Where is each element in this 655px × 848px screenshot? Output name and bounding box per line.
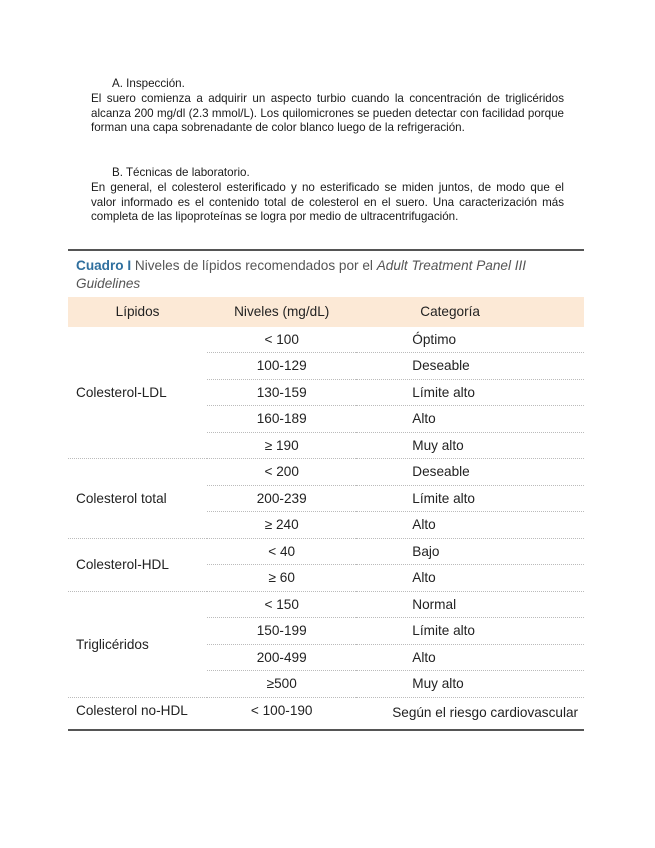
table-caption: [68, 251, 584, 293]
lipid-name-cell: Colesterol total: [68, 459, 207, 539]
category-cell: Normal: [356, 591, 584, 618]
level-cell: 200-499: [207, 644, 356, 671]
lipid-levels-table: [68, 249, 584, 731]
section-a-paragraph: El suero comienza a adquirir un aspecto turbio cuando la concentración de triglicéridos alcanza 200 mg/dl (2.3 mmol/L). Los quilomicrones se pueden detectar con facilidad porque forman una capa sobrenadante de color blanco luego de la refrigeración.: [91, 92, 564, 135]
header-niveles: Niveles (mg/dL): [207, 297, 356, 327]
table-row: [68, 327, 584, 353]
category-cell: Alto: [356, 512, 584, 539]
level-cell: 100-129: [207, 353, 356, 380]
category-cell: Óptimo: [412, 331, 457, 347]
header-categoria: Categoría: [356, 297, 584, 327]
category-cell: Según el riesgo cardiovascular: [356, 697, 584, 729]
level-cell: ≥ 60: [207, 565, 356, 592]
caption-italic: Adult Treatment Panel III Guidelines: [76, 257, 527, 291]
table-row: [68, 697, 584, 729]
table-row: [68, 591, 584, 618]
lipid-name-cell: Colesterol-LDL: [76, 384, 167, 400]
lipid-name-cell: Colesterol-HDL: [68, 538, 207, 591]
category-cell: Muy alto: [356, 671, 584, 698]
caption-label: Cuadro I: [76, 257, 132, 273]
section-b-paragraph: En general, el colesterol esterificado y no esterificado se miden juntos, de modo que el valor informado es el contenido total de colesterol en el suero. Una caracterización más completa de las lipoproteínas se logra por medio de ultracentrifugación.: [91, 181, 564, 224]
level-cell: < 40: [207, 538, 356, 565]
category-cell: Alto: [356, 565, 584, 592]
category-cell: Límite alto: [356, 485, 584, 512]
lipid-name-cell: Triglicéridos: [68, 591, 207, 697]
table-header-row: [68, 297, 584, 327]
category-cell: Límite alto: [356, 618, 584, 645]
category-cell: Muy alto: [356, 432, 584, 459]
table-bottom-rule: [68, 729, 584, 731]
category-cell: Alto: [356, 644, 584, 671]
table-row: [68, 538, 584, 565]
lipid-table: [68, 297, 584, 730]
level-cell: 150-199: [207, 618, 356, 645]
level-cell: 130-159: [207, 379, 356, 406]
level-cell: ≥ 240: [207, 512, 356, 539]
section-a-heading: A. Inspección.: [112, 77, 185, 90]
level-cell: < 150: [207, 591, 356, 618]
section-b-heading: B. Técnicas de laboratorio.: [112, 166, 250, 179]
level-cell: 160-189: [207, 406, 356, 433]
lipid-name-cell: Colesterol no-HDL: [68, 697, 207, 729]
category-cell: Límite alto: [356, 379, 584, 406]
category-cell: Bajo: [356, 538, 584, 565]
category-cell: Deseable: [356, 353, 584, 380]
level-cell: ≥ 190: [207, 432, 356, 459]
table-row: [68, 459, 584, 486]
category-cell: Deseable: [356, 459, 584, 486]
level-cell: 200-239: [207, 485, 356, 512]
caption-text: Niveles de lípidos recomendados por el: [131, 257, 377, 273]
category-cell: Alto: [356, 406, 584, 433]
level-cell: ≥500: [207, 671, 356, 698]
level-cell: < 200: [207, 459, 356, 486]
level-cell: < 100: [264, 331, 299, 347]
level-cell: < 100-190: [207, 697, 356, 729]
header-lipidos: Lípidos: [68, 297, 207, 327]
